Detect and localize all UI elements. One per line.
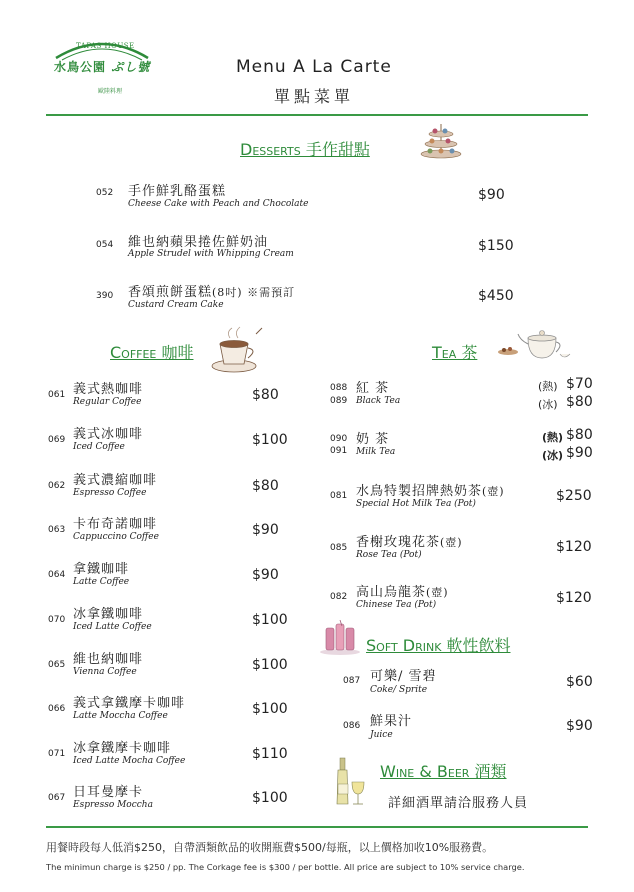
item-code: 063 [48, 525, 66, 535]
item-name-zh: 紅 茶 [356, 381, 390, 396]
coffee-cup-illustration-icon [206, 326, 266, 380]
bottom-rule [46, 826, 588, 828]
item-price: $90 [252, 567, 279, 583]
wine-bottle-illustration-icon [334, 756, 368, 812]
item-price: $100 [252, 701, 288, 717]
item-code: 071 [48, 749, 66, 759]
item-name-en: Cheese Cake with Peach and Chocolate [128, 199, 309, 209]
item-name-zh: 手作鮮乳酪蛋糕 [128, 184, 227, 199]
item-price: $120 [556, 539, 592, 555]
restaurant-logo [48, 36, 156, 108]
item-code: 065 [48, 660, 66, 670]
coffee-section-title: Coffee 咖啡 [110, 343, 194, 362]
item-code: 069 [48, 435, 66, 445]
item-code: 088 [330, 383, 348, 393]
item-name-en: Espresso Coffee [73, 488, 147, 498]
item-name-en: Black Tea [356, 396, 401, 406]
item-name-en: Milk Tea [356, 447, 396, 457]
item-name-en: Iced Coffee [73, 442, 125, 452]
item-code: 064 [48, 570, 66, 580]
item-code: 062 [48, 481, 66, 491]
item-name-en: Espresso Moccha [73, 800, 153, 810]
item-name-zh: 鮮果汁 [370, 714, 413, 729]
item-name-en: Special Hot Milk Tea (Pot) [356, 499, 476, 509]
page-title: Menu A La Carte [236, 57, 392, 77]
footer-note-en: The minimun charge is $250 / pp. The Corkage fee is $300 / per bottle. All price are subject to 10% service charge. [46, 862, 525, 872]
soft-drink-glasses-illustration-icon [318, 620, 362, 660]
item-name-en: Coke/ Sprite [370, 685, 428, 695]
item-name-zh: 奶 茶 [356, 432, 390, 447]
item-name-en: Latte Coffee [73, 577, 130, 587]
iced-tag: (冰) [538, 398, 558, 411]
item-code: 066 [48, 704, 66, 714]
item-code: 081 [330, 491, 348, 501]
item-price-iced: $80 [566, 394, 593, 410]
item-code: 089 [330, 396, 348, 406]
item-price: $120 [556, 590, 592, 606]
logo-arc-text: TAPAS HOUSE [76, 42, 135, 50]
item-price: $100 [252, 657, 288, 673]
item-name-zh: 日耳曼摩卡 [73, 785, 144, 800]
item-code: 091 [330, 446, 348, 456]
item-code: 086 [343, 721, 361, 731]
teapot-illustration-icon [494, 324, 572, 366]
item-name-en: Apple Strudel with Whipping Cream [128, 249, 294, 259]
item-code: 090 [330, 434, 348, 444]
item-price: $80 [252, 478, 279, 494]
item-code: 067 [48, 793, 66, 803]
item-name-zh: 香頌煎餅蛋糕(8吋) ※需預訂 [128, 285, 296, 300]
item-price: $100 [252, 432, 288, 448]
item-code: 070 [48, 615, 66, 625]
item-name-zh: 義式濃縮咖啡 [73, 473, 158, 488]
item-code: 390 [96, 291, 114, 301]
wine-note: 詳細酒單請洽服務人員 [388, 796, 529, 811]
item-price: $60 [566, 674, 593, 690]
logo-main-text: 水鳥公園 ぷし號 [54, 60, 151, 74]
item-code: 082 [330, 592, 348, 602]
item-name-zh: 可樂/ 雪碧 [370, 669, 437, 684]
item-name-zh: 冰拿鐵咖啡 [73, 607, 144, 622]
item-price: $100 [252, 790, 288, 806]
item-code: 054 [96, 240, 114, 250]
item-name-en: Rose Tea (Pot) [356, 550, 422, 560]
item-name-zh: 義式熱咖啡 [73, 382, 144, 397]
item-name-zh: 拿鐵咖啡 [73, 562, 130, 577]
item-name-zh: 維也納咖啡 [73, 652, 144, 667]
item-code: 061 [48, 390, 66, 400]
wine-section-title: Wine & Beer 酒類 [380, 762, 507, 781]
item-code: 087 [343, 676, 361, 686]
item-name-en: Juice [370, 730, 393, 740]
item-name-en: Cappuccino Coffee [73, 532, 159, 542]
item-price: $80 [252, 387, 279, 403]
item-name-zh: 冰拿鐵摩卡咖啡 [73, 741, 172, 756]
desserts-section-title: Desserts 手作甜點 [240, 140, 370, 159]
item-name-zh: 高山烏龍茶(壺) [356, 585, 449, 600]
dessert-stand-illustration-icon [418, 122, 464, 164]
item-price-hot: $70 [566, 376, 593, 392]
item-price: $100 [252, 612, 288, 628]
logo-sub-text: 歐陸料理 [98, 88, 123, 95]
item-name-zh: 維也納蘋果捲佐鮮奶油 [128, 235, 269, 250]
soft-drink-section-title: Soft Drink 軟性飲料 [366, 636, 511, 655]
hot-tag: (熱) [542, 431, 564, 444]
item-code: 085 [330, 543, 348, 553]
item-price: $450 [478, 288, 514, 304]
iced-tag: (冰) [542, 449, 564, 462]
item-price-hot: $80 [566, 427, 593, 443]
item-code: 052 [96, 188, 114, 198]
item-price: $150 [478, 238, 514, 254]
item-name-zh: 香榭玫瑰花茶(壺) [356, 535, 463, 550]
hot-tag: (熱) [538, 380, 558, 393]
item-name-en: Chinese Tea (Pot) [356, 600, 437, 610]
item-name-en: Iced Latte Coffee [73, 622, 152, 632]
item-price: $90 [478, 187, 505, 203]
item-name-en: Custard Cream Cake [128, 300, 224, 310]
item-name-en: Vienna Coffee [73, 667, 137, 677]
item-price-iced: $90 [566, 445, 593, 461]
page-subtitle: 單點菜單 [274, 87, 355, 106]
item-name-zh: 義式冰咖啡 [73, 427, 144, 442]
top-rule [46, 114, 588, 116]
footer-note-zh: 用餐時段每人低消$250，自帶酒類飲品的收開瓶費$500/每瓶，以上價格加收10%服務費。 [46, 841, 494, 854]
item-name-en: Latte Moccha Coffee [73, 711, 168, 721]
item-price: $90 [252, 522, 279, 538]
item-price: $250 [556, 488, 592, 504]
item-price: $110 [252, 746, 288, 762]
item-name-en: Regular Coffee [73, 397, 142, 407]
item-price: $90 [566, 718, 593, 734]
tea-section-title: Tea 茶 [432, 343, 478, 362]
item-name-zh: 卡布奇諾咖啡 [73, 517, 158, 532]
item-name-en: Iced Latte Mocha Coffee [73, 756, 186, 766]
item-name-zh: 義式拿鐵摩卡咖啡 [73, 696, 186, 711]
item-name-zh: 水鳥特製招牌熱奶茶(壺) [356, 484, 505, 499]
